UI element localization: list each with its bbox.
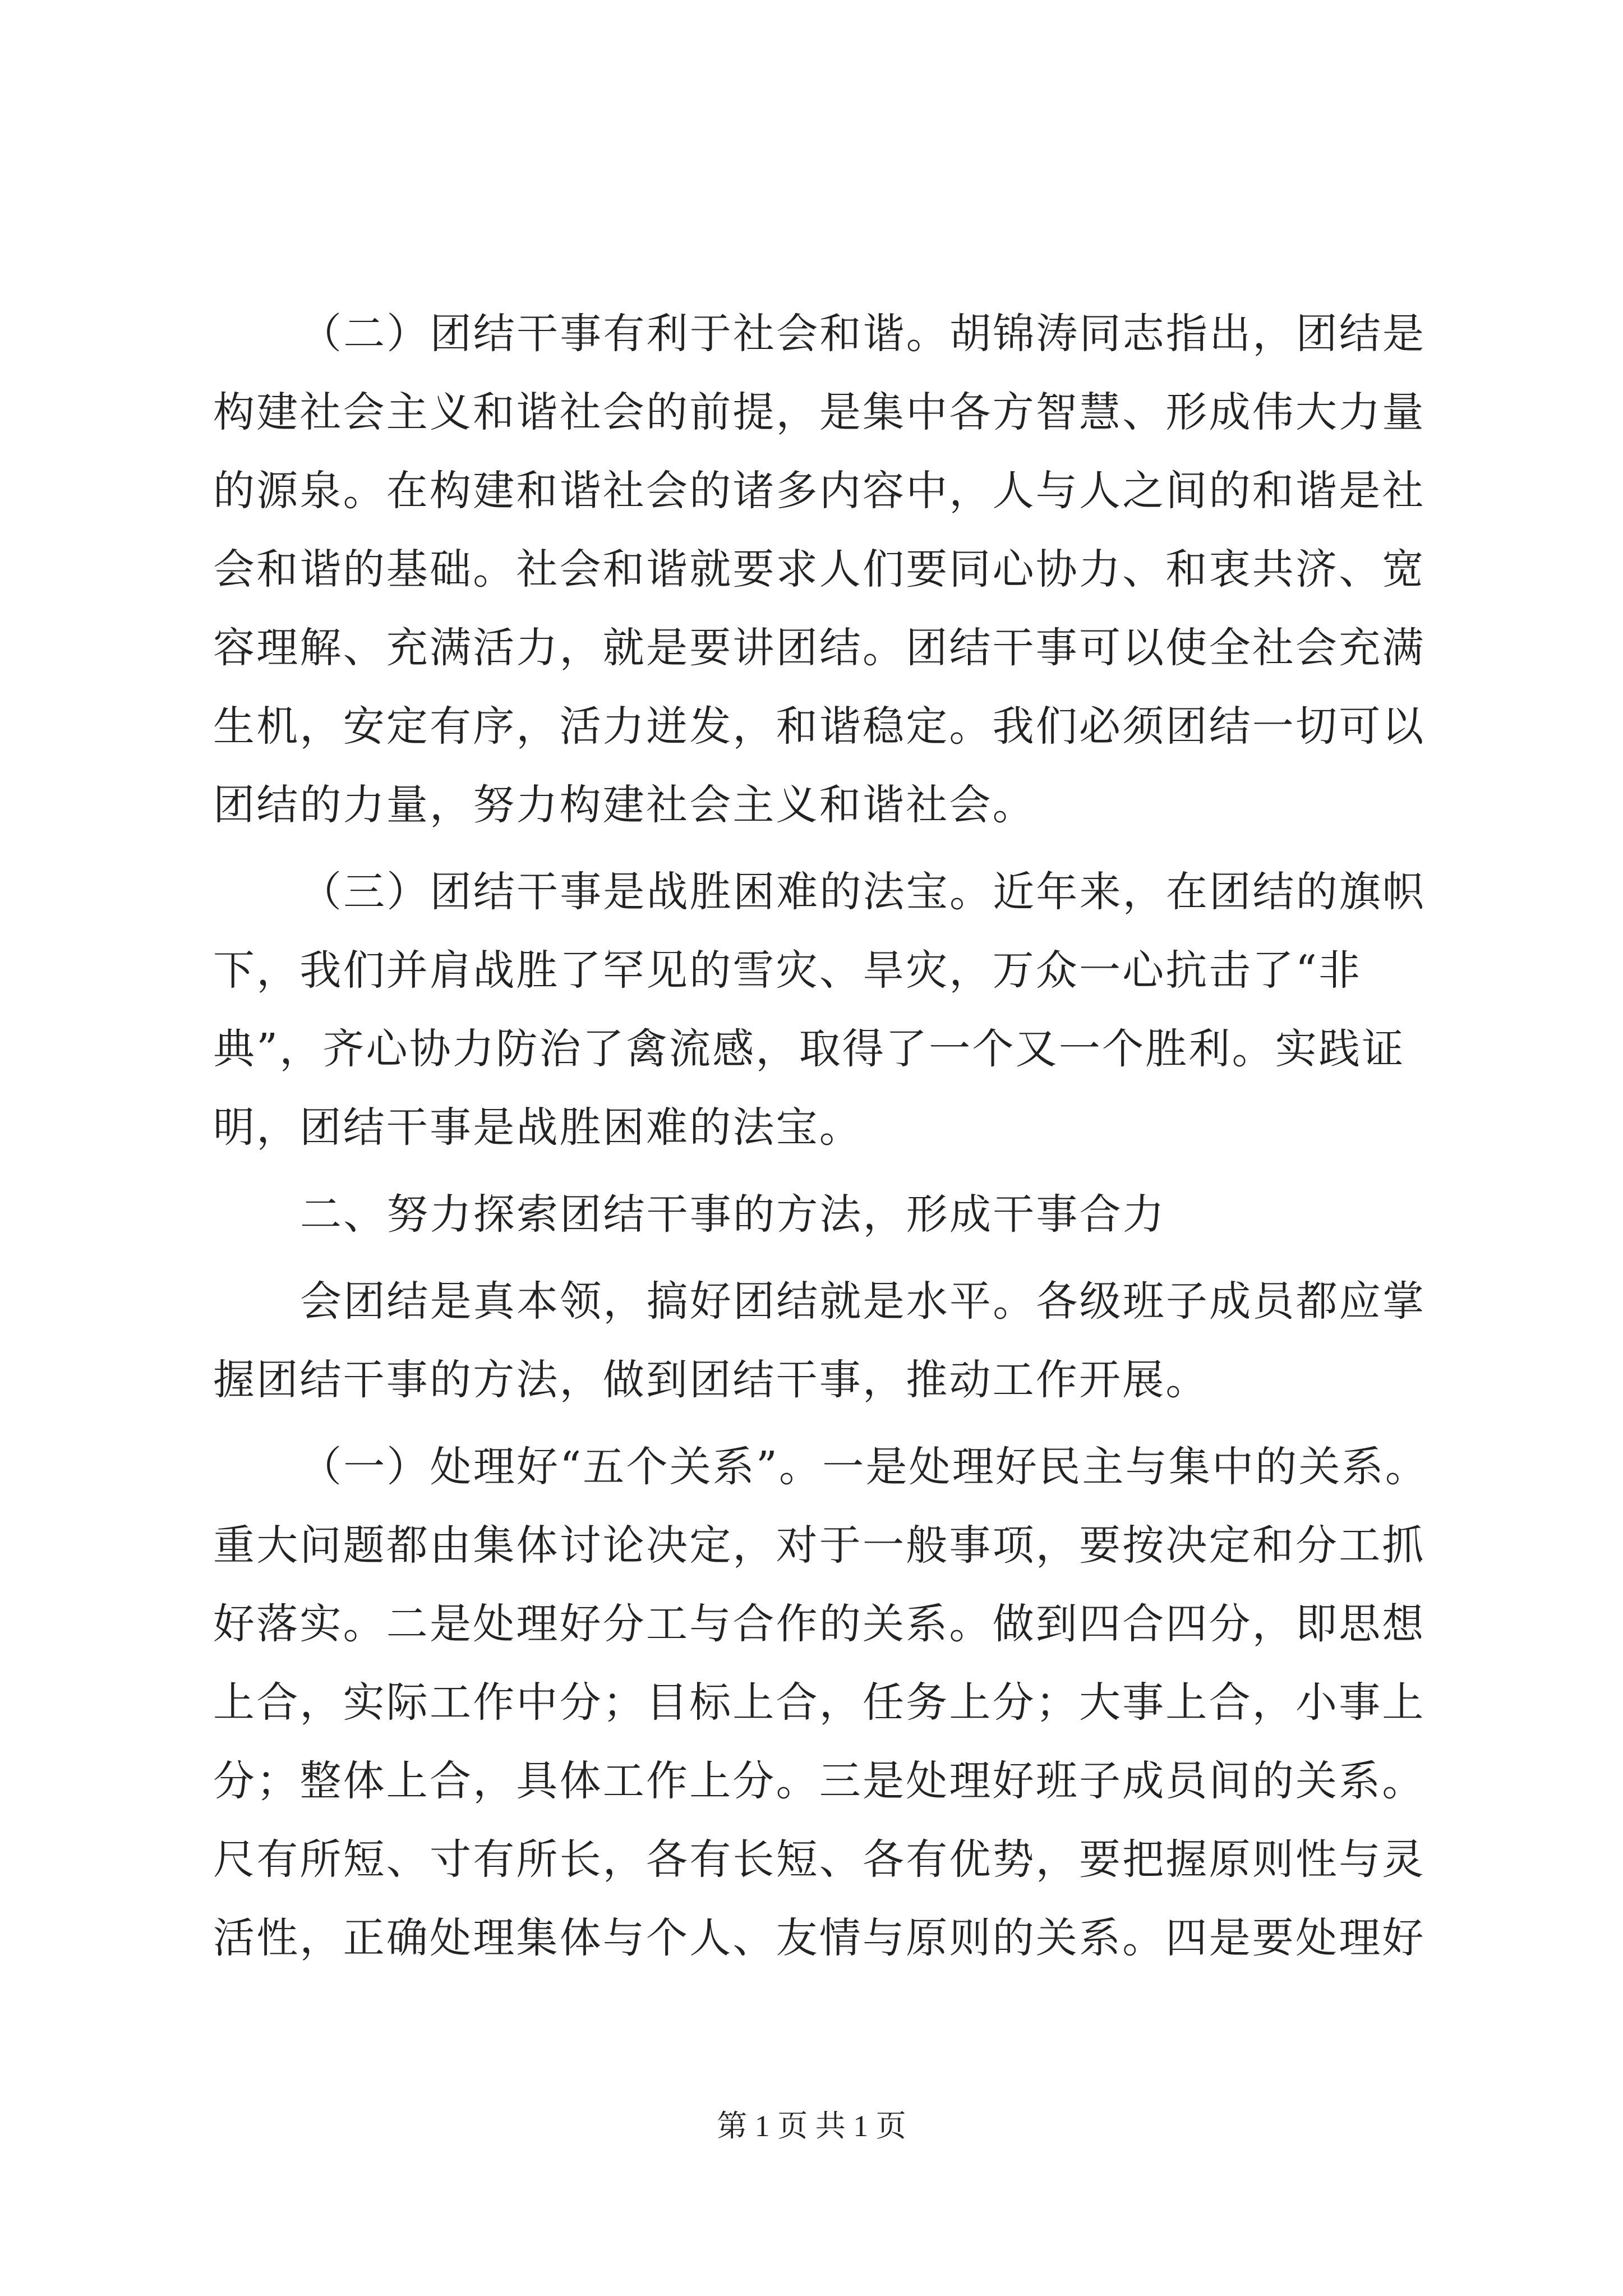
paragraph-line: 上合，实际工作中分；目标上合，任务上分；大事上合，小事上 <box>213 1678 1426 1727</box>
page-number-footer: 第 1 页 共 1 页 <box>717 2109 906 2143</box>
paragraph-line: 生机，安定有序，活力迸发，和谐稳定。我们必须团结一切可以 <box>213 702 1426 751</box>
paragraph-line: 分；整体上合，具体工作上分。三是处理好班子成员间的关系。 <box>213 1757 1426 1805</box>
paragraph-line: 尺有所短、寸有所长，各有长短、各有优势，要把握原则性与灵 <box>213 1835 1426 1884</box>
paragraph-line: 典”，齐心协力防治了禽流感，取得了一个又一个胜利。实践证 <box>213 1025 1405 1073</box>
paragraph-line: 团结的力量，努力构建社会主义和谐社会。 <box>213 781 1036 829</box>
paragraph-line: 重大问题都由集体讨论决定，对于一般事项，要按决定和分工抓 <box>213 1521 1426 1570</box>
paragraph-line: 构建社会主义和谐社会的前提，是集中各方智慧、形成伟大力量 <box>213 388 1426 436</box>
paragraph-line: 容理解、充满活力，就是要讲团结。团结干事可以使全社会充满 <box>213 624 1426 672</box>
paragraph-line: （三）团结干事是战胜困难的法宝。近年来，在团结的旗帜 <box>300 868 1426 916</box>
paragraph-line: 会和谐的基础。社会和谐就要求人们要同心协力、和衷共济、宽 <box>213 545 1426 593</box>
paragraph-line: 下，我们并肩战胜了罕见的雪灾、旱灾，万众一心抗击了“非 <box>213 946 1362 995</box>
paragraph-line: （一）处理好“五个关系”。一是处理好民主与集中的关系。 <box>300 1443 1429 1491</box>
paragraph-line: 好落实。二是处理好分工与合作的关系。做到四合四分，即思想 <box>213 1600 1426 1648</box>
section-heading: 二、努力探索团结干事的方法，形成干事合力 <box>300 1190 1166 1239</box>
paragraph-line: 会团结是真本领，搞好团结就是水平。各级班子成员都应掌 <box>300 1277 1426 1326</box>
paragraph-line: 握团结干事的方法，做到团结干事，推动工作开展。 <box>213 1356 1209 1404</box>
paragraph-line: 活性，正确处理集体与个人、友情与原则的关系。四是要处理好 <box>213 1914 1426 1962</box>
paragraph-line: （二）团结干事有利于社会和谐。胡锦涛同志指出，团结是 <box>300 310 1426 358</box>
paragraph-line: 的源泉。在构建和谐社会的诸多内容中，人与人之间的和谐是社 <box>213 467 1426 515</box>
paragraph-line: 明，团结干事是战胜困难的法宝。 <box>213 1103 863 1152</box>
